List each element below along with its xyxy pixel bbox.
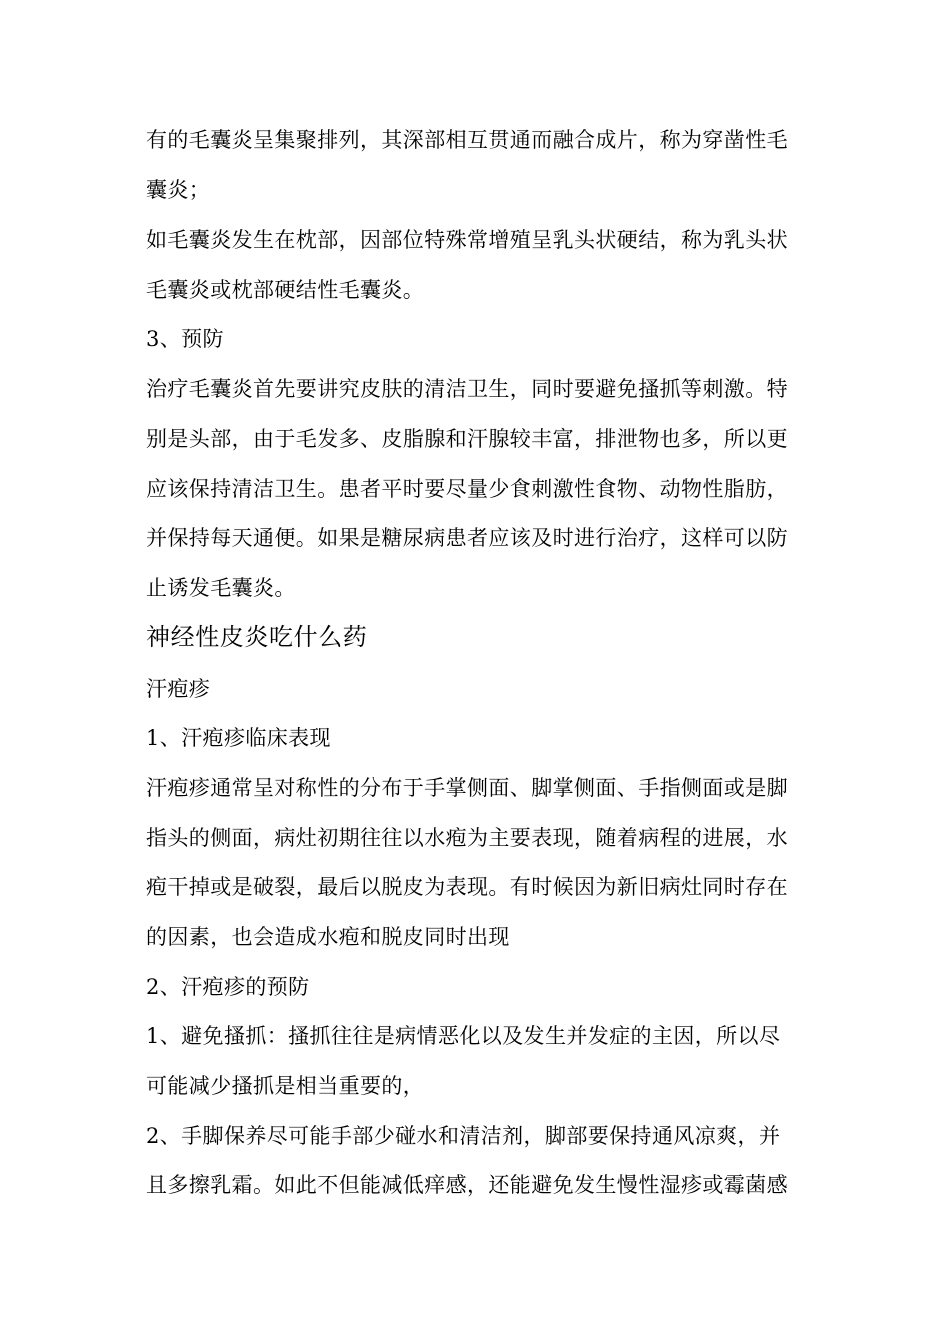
- text-line: 囊炎；: [146, 178, 211, 202]
- text-line: 可能减少搔抓是相当重要的，: [146, 1074, 425, 1098]
- text-line: 汗疱疹: [146, 677, 211, 701]
- text-line: 的因素，也会造成水疱和脱皮同时出现: [146, 925, 510, 949]
- text-line: 并保持每天通便。如果是糖尿病患者应该及时进行治疗，这样可以防: [146, 526, 788, 550]
- text-line: 止诱发毛囊炎。: [146, 576, 296, 600]
- section-heading: 神经性皮炎吃什么药: [146, 623, 368, 651]
- text-line: 1、避免搔抓：搔抓往往是病情恶化以及发生并发症的主因，所以尽: [146, 1024, 781, 1048]
- text-line: 别是头部，由于毛发多、皮脂腺和汗腺较丰富，排泄物也多，所以更: [146, 427, 788, 451]
- text-line: 3、预防: [146, 327, 224, 351]
- text-line: 毛囊炎或枕部硬结性毛囊炎。: [146, 278, 425, 302]
- text-line: 有的毛囊炎呈集聚排列，其深部相互贯通而融合成片，称为穿凿性毛: [146, 128, 788, 152]
- text-line: 2、手脚保养尽可能手部少碰水和清洁剂，脚部要保持通风凉爽，并: [146, 1124, 781, 1148]
- text-line: 疱干掉或是破裂，最后以脱皮为表现。有时候因为新旧病灶同时存在: [146, 875, 788, 899]
- text-line: 治疗毛囊炎首先要讲究皮肤的清洁卫生，同时要避免搔抓等刺激。特: [146, 377, 788, 401]
- text-line: 指头的侧面，病灶初期往往以水疱为主要表现，随着病程的进展，水: [146, 826, 788, 850]
- text-line: 应该保持清洁卫生。患者平时要尽量少食刺激性食物、动物性脂肪，: [146, 477, 788, 501]
- text-line: 2、汗疱疹的预防: [146, 975, 310, 999]
- text-line: 如毛囊炎发生在枕部，因部位特殊常增殖呈乳头状硬结，称为乳头状: [146, 228, 788, 252]
- text-line: 汗疱疹通常呈对称性的分布于手掌侧面、脚掌侧面、手指侧面或是脚: [146, 776, 788, 800]
- text-line: 1、汗疱疹临床表现: [146, 726, 331, 750]
- text-line: 且多擦乳霜。如此不但能减低痒感，还能避免发生慢性湿疹或霉菌感: [146, 1173, 788, 1197]
